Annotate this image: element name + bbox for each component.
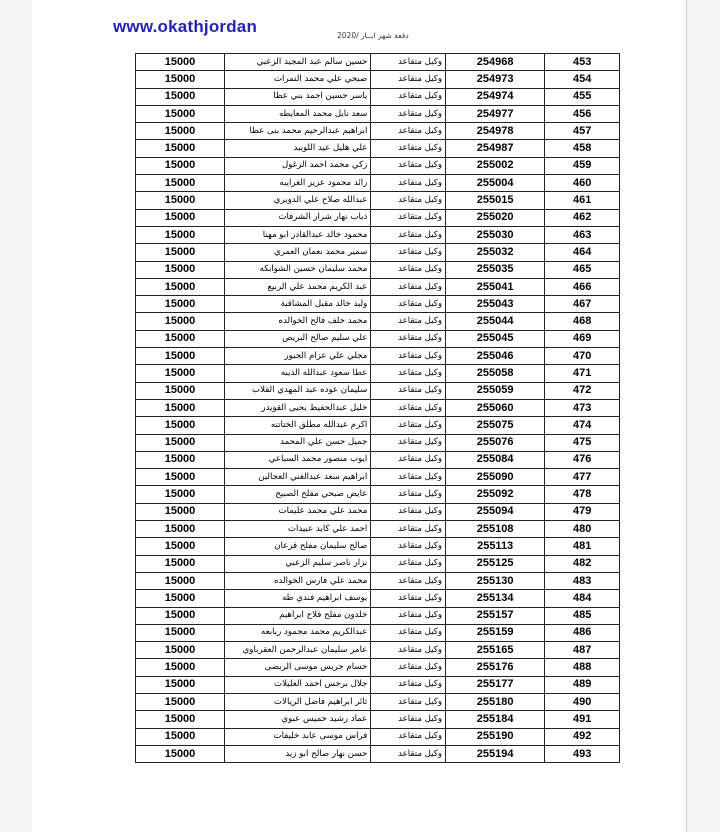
id-cell: 255134 [446, 590, 545, 607]
table-row [136, 451, 620, 468]
website-watermark: www.okathjordan [113, 17, 258, 36]
amount-cell: 15000 [136, 348, 225, 365]
name-cell: عبد الكريم محمد علي الربيع [225, 278, 371, 295]
name-cell: احمد علي كايد عبيدات [225, 521, 371, 538]
rank-cell: وكيل متقاعد [371, 555, 446, 572]
row-number-cell: 465 [545, 261, 620, 278]
name-cell: ابراهيم سعد عبدالغني العجالين [225, 469, 371, 486]
id-cell: 255041 [446, 278, 545, 295]
name-cell: صبحي علي محمد النمرات [225, 71, 371, 88]
table-row [136, 244, 620, 261]
row-number-cell: 468 [545, 313, 620, 330]
amount-cell: 15000 [136, 175, 225, 192]
row-number-cell: 488 [545, 659, 620, 676]
table-row [136, 693, 620, 710]
row-number-cell: 474 [545, 417, 620, 434]
rank-cell: وكيل متقاعد [371, 140, 446, 157]
row-number-cell: 481 [545, 538, 620, 555]
id-cell: 255015 [446, 192, 545, 209]
id-cell: 255090 [446, 469, 545, 486]
id-cell: 254973 [446, 71, 545, 88]
amount-cell: 15000 [136, 555, 225, 572]
table-row [136, 521, 620, 538]
table-row [136, 54, 620, 71]
payments-table-body [136, 54, 620, 763]
row-number-cell: 469 [545, 330, 620, 347]
table-row [136, 590, 620, 607]
row-number-cell: 493 [545, 745, 620, 762]
amount-cell: 15000 [136, 486, 225, 503]
table-row [136, 642, 620, 659]
table-row [136, 123, 620, 140]
table-row [136, 348, 620, 365]
amount-cell: 15000 [136, 745, 225, 762]
row-number-cell: 473 [545, 399, 620, 416]
amount-cell: 15000 [136, 572, 225, 589]
id-cell: 254974 [446, 88, 545, 105]
row-number-cell: 486 [545, 624, 620, 641]
rank-cell: وكيل متقاعد [371, 382, 446, 399]
amount-cell: 15000 [136, 538, 225, 555]
row-number-cell: 492 [545, 728, 620, 745]
rank-cell: وكيل متقاعد [371, 486, 446, 503]
table-row [136, 676, 620, 693]
row-number-cell: 487 [545, 642, 620, 659]
rank-cell: وكيل متقاعد [371, 365, 446, 382]
id-cell: 255176 [446, 659, 545, 676]
rank-cell: وكيل متقاعد [371, 624, 446, 641]
name-cell: اكرم عبدالله مطلق الختاتنه [225, 417, 371, 434]
name-cell: يوسف ابراهيم فندي طه [225, 590, 371, 607]
name-cell: نزار ناصر سليم الزعبي [225, 555, 371, 572]
amount-cell: 15000 [136, 434, 225, 451]
id-cell: 255060 [446, 399, 545, 416]
id-cell: 255075 [446, 417, 545, 434]
table-row [136, 607, 620, 624]
id-cell: 255045 [446, 330, 545, 347]
row-number-cell: 464 [545, 244, 620, 261]
rank-cell: وكيل متقاعد [371, 434, 446, 451]
amount-cell: 15000 [136, 693, 225, 710]
id-cell: 254978 [446, 123, 545, 140]
name-cell: حسن نهار صالح ابو زيد [225, 745, 371, 762]
row-number-cell: 472 [545, 382, 620, 399]
id-cell: 255004 [446, 175, 545, 192]
name-cell: رائد محمود عزيز الغرايبه [225, 175, 371, 192]
name-cell: حسين سالم عبد المجيد الزعبي [225, 54, 371, 71]
table-row [136, 157, 620, 174]
id-cell: 254977 [446, 105, 545, 122]
name-cell: مجلي علي عزام الجبور [225, 348, 371, 365]
row-number-cell: 463 [545, 226, 620, 243]
row-number-cell: 489 [545, 676, 620, 693]
rank-cell: وكيل متقاعد [371, 693, 446, 710]
table-row [136, 745, 620, 762]
amount-cell: 15000 [136, 140, 225, 157]
id-cell: 255130 [446, 572, 545, 589]
row-number-cell: 454 [545, 71, 620, 88]
row-number-cell: 455 [545, 88, 620, 105]
amount-cell: 15000 [136, 330, 225, 347]
name-cell: جميل حسن علي المحمد [225, 434, 371, 451]
table-row [136, 555, 620, 572]
id-cell: 255190 [446, 728, 545, 745]
table-row [136, 278, 620, 295]
name-cell: محمد علي محمد عليمات [225, 503, 371, 520]
rank-cell: وكيل متقاعد [371, 226, 446, 243]
name-cell: محمد سليمان حسين الشوابكه [225, 261, 371, 278]
table-row [136, 365, 620, 382]
name-cell: ياسر حسين احمد بني عطا [225, 88, 371, 105]
row-number-cell: 460 [545, 175, 620, 192]
amount-cell: 15000 [136, 261, 225, 278]
id-cell: 255020 [446, 209, 545, 226]
rank-cell: وكيل متقاعد [371, 209, 446, 226]
amount-cell: 15000 [136, 399, 225, 416]
amount-cell: 15000 [136, 503, 225, 520]
table-row [136, 469, 620, 486]
amount-cell: 15000 [136, 365, 225, 382]
rank-cell: وكيل متقاعد [371, 642, 446, 659]
rank-cell: وكيل متقاعد [371, 745, 446, 762]
table-row [136, 330, 620, 347]
name-cell: سمير محمد نعمان العمري [225, 244, 371, 261]
row-number-cell: 458 [545, 140, 620, 157]
name-cell: خلدون مفلح فلاح ابراهيم [225, 607, 371, 624]
id-cell: 255113 [446, 538, 545, 555]
table-row [136, 399, 620, 416]
table-row [136, 261, 620, 278]
table-row [136, 88, 620, 105]
rank-cell: وكيل متقاعد [371, 469, 446, 486]
name-cell: عبدالله صلاح علي الدويري [225, 192, 371, 209]
rank-cell: وكيل متقاعد [371, 417, 446, 434]
amount-cell: 15000 [136, 590, 225, 607]
name-cell: جلال برجس احمد الغليلات [225, 676, 371, 693]
id-cell: 254987 [446, 140, 545, 157]
id-cell: 255159 [446, 624, 545, 641]
table-row [136, 71, 620, 88]
name-cell: ذياب نهار شرار الشرفات [225, 209, 371, 226]
table-row [136, 728, 620, 745]
rank-cell: وكيل متقاعد [371, 88, 446, 105]
row-number-cell: 471 [545, 365, 620, 382]
amount-cell: 15000 [136, 451, 225, 468]
name-cell: عبدالكريم محمد محمود ربابعه [225, 624, 371, 641]
table-row [136, 486, 620, 503]
id-cell: 255165 [446, 642, 545, 659]
id-cell: 255157 [446, 607, 545, 624]
amount-cell: 15000 [136, 521, 225, 538]
id-cell: 255044 [446, 313, 545, 330]
table-row [136, 417, 620, 434]
id-cell: 255058 [446, 365, 545, 382]
amount-cell: 15000 [136, 296, 225, 313]
id-cell: 255194 [446, 745, 545, 762]
id-cell: 255084 [446, 451, 545, 468]
rank-cell: وكيل متقاعد [371, 711, 446, 728]
rank-cell: وكيل متقاعد [371, 192, 446, 209]
id-cell: 255094 [446, 503, 545, 520]
row-number-cell: 456 [545, 105, 620, 122]
name-cell: سليمان عوده عبد المهدي القلاب [225, 382, 371, 399]
name-cell: زكي محمد احمد الزغول [225, 157, 371, 174]
row-number-cell: 485 [545, 607, 620, 624]
table-row [136, 659, 620, 676]
rank-cell: وكيل متقاعد [371, 659, 446, 676]
amount-cell: 15000 [136, 105, 225, 122]
row-number-cell: 453 [545, 54, 620, 71]
row-number-cell: 478 [545, 486, 620, 503]
table-row [136, 711, 620, 728]
row-number-cell: 480 [545, 521, 620, 538]
amount-cell: 15000 [136, 728, 225, 745]
table-row [136, 503, 620, 520]
amount-cell: 15000 [136, 192, 225, 209]
rank-cell: وكيل متقاعد [371, 521, 446, 538]
rank-cell: وكيل متقاعد [371, 296, 446, 313]
table-row [136, 140, 620, 157]
id-cell: 255177 [446, 676, 545, 693]
amount-cell: 15000 [136, 642, 225, 659]
rank-cell: وكيل متقاعد [371, 572, 446, 589]
row-number-cell: 490 [545, 693, 620, 710]
name-cell: علي سليم صالح البريص [225, 330, 371, 347]
rank-cell: وكيل متقاعد [371, 590, 446, 607]
amount-cell: 15000 [136, 278, 225, 295]
rank-cell: وكيل متقاعد [371, 105, 446, 122]
rank-cell: وكيل متقاعد [371, 676, 446, 693]
amount-cell: 15000 [136, 469, 225, 486]
rank-cell: وكيل متقاعد [371, 728, 446, 745]
name-cell: عامر سليمان عبدالرحمن العقرباوي [225, 642, 371, 659]
name-cell: محمود خالد عبدالقادر ابو مهنا [225, 226, 371, 243]
name-cell: محمد خلف فالح الخوالده [225, 313, 371, 330]
row-number-cell: 479 [545, 503, 620, 520]
table-row [136, 538, 620, 555]
row-number-cell: 466 [545, 278, 620, 295]
table-row [136, 105, 620, 122]
row-number-cell: 467 [545, 296, 620, 313]
id-cell: 255180 [446, 693, 545, 710]
id-cell: 255043 [446, 296, 545, 313]
id-cell: 254968 [446, 54, 545, 71]
rank-cell: وكيل متقاعد [371, 244, 446, 261]
amount-cell: 15000 [136, 244, 225, 261]
amount-cell: 15000 [136, 209, 225, 226]
name-cell: ابراهيم عبدالرحيم محمد بنى عطا [225, 123, 371, 140]
rank-cell: وكيل متقاعد [371, 348, 446, 365]
amount-cell: 15000 [136, 88, 225, 105]
name-cell: ثائر ابراهيم فاضل الريالات [225, 693, 371, 710]
id-cell: 255059 [446, 382, 545, 399]
table-row [136, 226, 620, 243]
payments-table [135, 53, 620, 763]
name-cell: صالح سليمان مفلح قرعان [225, 538, 371, 555]
amount-cell: 15000 [136, 676, 225, 693]
amount-cell: 15000 [136, 417, 225, 434]
table-row [136, 313, 620, 330]
row-number-cell: 459 [545, 157, 620, 174]
name-cell: علي هليل عيد اللويبد [225, 140, 371, 157]
rank-cell: وكيل متقاعد [371, 278, 446, 295]
name-cell: عطا سعود عبدالله الذيبه [225, 365, 371, 382]
row-number-cell: 477 [545, 469, 620, 486]
name-cell: محمد علي فارس الخوالده [225, 572, 371, 589]
row-number-cell: 476 [545, 451, 620, 468]
name-cell: عايض صبحي مفلح الصبيح [225, 486, 371, 503]
rank-cell: وكيل متقاعد [371, 313, 446, 330]
payment-batch-title: دفعة شهر ايــار /2020 [337, 31, 409, 40]
row-number-cell: 475 [545, 434, 620, 451]
amount-cell: 15000 [136, 226, 225, 243]
table-row [136, 572, 620, 589]
table-row [136, 624, 620, 641]
id-cell: 255046 [446, 348, 545, 365]
table-row [136, 296, 620, 313]
rank-cell: وكيل متقاعد [371, 451, 446, 468]
id-cell: 255184 [446, 711, 545, 728]
name-cell: ايوب منصور محمد السباعي [225, 451, 371, 468]
name-cell: فراس موسى عابد خليفات [225, 728, 371, 745]
name-cell: خليل عبدالحفيظ يحيى القويدر [225, 399, 371, 416]
row-number-cell: 470 [545, 348, 620, 365]
row-number-cell: 483 [545, 572, 620, 589]
page-edge-divider [686, 0, 687, 832]
amount-cell: 15000 [136, 711, 225, 728]
rank-cell: وكيل متقاعد [371, 399, 446, 416]
rank-cell: وكيل متقاعد [371, 157, 446, 174]
table-row [136, 175, 620, 192]
rank-cell: وكيل متقاعد [371, 330, 446, 347]
amount-cell: 15000 [136, 624, 225, 641]
amount-cell: 15000 [136, 607, 225, 624]
row-number-cell: 482 [545, 555, 620, 572]
table-row [136, 192, 620, 209]
table-row [136, 434, 620, 451]
rank-cell: وكيل متقاعد [371, 54, 446, 71]
id-cell: 255092 [446, 486, 545, 503]
rank-cell: وكيل متقاعد [371, 71, 446, 88]
id-cell: 255035 [446, 261, 545, 278]
name-cell: عماد رشيد خميس عبوي [225, 711, 371, 728]
id-cell: 255002 [446, 157, 545, 174]
rank-cell: وكيل متقاعد [371, 261, 446, 278]
table-row [136, 209, 620, 226]
amount-cell: 15000 [136, 71, 225, 88]
id-cell: 255030 [446, 226, 545, 243]
name-cell: حسام جريس موسى الربضى [225, 659, 371, 676]
amount-cell: 15000 [136, 313, 225, 330]
row-number-cell: 461 [545, 192, 620, 209]
rank-cell: وكيل متقاعد [371, 123, 446, 140]
rank-cell: وكيل متقاعد [371, 175, 446, 192]
rank-cell: وكيل متقاعد [371, 538, 446, 555]
row-number-cell: 484 [545, 590, 620, 607]
amount-cell: 15000 [136, 382, 225, 399]
rank-cell: وكيل متقاعد [371, 607, 446, 624]
amount-cell: 15000 [136, 659, 225, 676]
amount-cell: 15000 [136, 123, 225, 140]
name-cell: سعد نايل محمد المعايطه [225, 105, 371, 122]
id-cell: 255032 [446, 244, 545, 261]
amount-cell: 15000 [136, 157, 225, 174]
row-number-cell: 491 [545, 711, 620, 728]
amount-cell: 15000 [136, 54, 225, 71]
table-row [136, 382, 620, 399]
rank-cell: وكيل متقاعد [371, 503, 446, 520]
name-cell: وليد خالد مقبل المشاقبة [225, 296, 371, 313]
row-number-cell: 462 [545, 209, 620, 226]
id-cell: 255076 [446, 434, 545, 451]
row-number-cell: 457 [545, 123, 620, 140]
id-cell: 255108 [446, 521, 545, 538]
id-cell: 255125 [446, 555, 545, 572]
